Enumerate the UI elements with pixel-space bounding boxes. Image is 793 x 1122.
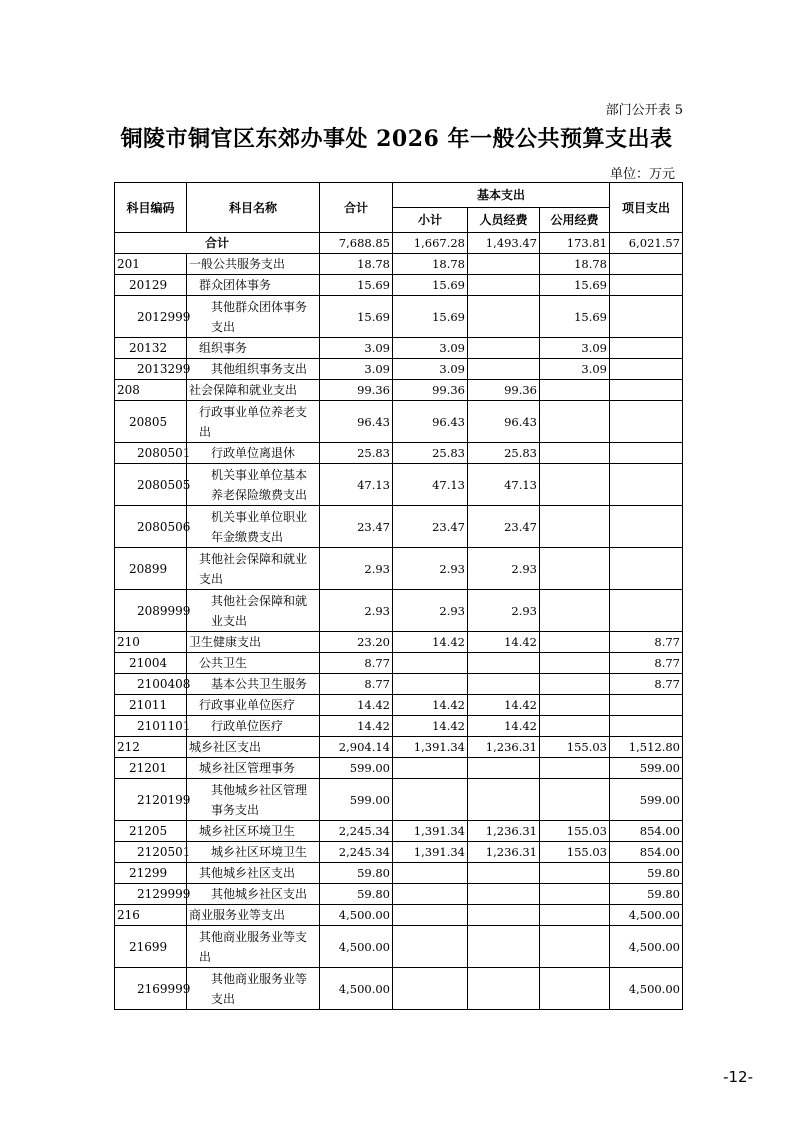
code-cell: 21201 [115,758,187,779]
table-row [115,905,683,926]
header-personnel: 人员经费 [468,208,540,233]
personnel-cell [468,338,540,359]
table-row [115,716,683,737]
subtotal-cell: 96.43 [393,401,468,443]
table-row [115,254,683,275]
table-row [115,674,683,695]
code-cell: 2080505 [115,464,187,506]
table-row [115,737,683,758]
personnel-cell [468,779,540,821]
name-cell: 其他社会保障和就业支出 [187,548,320,590]
public-cell [540,506,610,548]
total-cell: 23.20 [320,632,393,653]
subtotal-cell [393,905,468,926]
total-label-cell: 合计 [115,233,320,254]
subtotal-cell: 1,391.34 [393,737,468,758]
subtotal-cell: 15.69 [393,275,468,296]
project-cell [610,296,683,338]
project-cell: 8.77 [610,632,683,653]
table-row [115,338,683,359]
public-cell [540,716,610,737]
public-cell: 155.03 [540,821,610,842]
project-cell: 8.77 [610,653,683,674]
project-cell [610,716,683,737]
public-cell [540,674,610,695]
subtotal-cell: 1,391.34 [393,821,468,842]
table-row [115,443,683,464]
subtotal-cell [393,758,468,779]
name-cell: 卫生健康支出 [187,632,320,653]
subtotal-cell: 14.42 [393,716,468,737]
table-row [115,653,683,674]
subtotal-cell [393,779,468,821]
total-cell: 59.80 [320,863,393,884]
name-cell: 其他城乡社区支出 [187,884,320,905]
code-cell: 2089999 [115,590,187,632]
code-cell: 208 [115,380,187,401]
public-cell [540,863,610,884]
total-cell: 4,500.00 [320,926,393,968]
code-cell: 2120501 [115,842,187,863]
code-cell: 2129999 [115,884,187,905]
table-row [115,695,683,716]
total-cell: 23.47 [320,506,393,548]
total-cell: 99.36 [320,380,393,401]
code-cell: 2013299 [115,359,187,380]
name-cell: 其他群众团体事务支出 [187,296,320,338]
subtotal-cell: 3.09 [393,359,468,380]
name-cell: 社会保障和就业支出 [187,380,320,401]
personnel-cell: 2.93 [468,548,540,590]
table-row [115,842,683,863]
personnel-cell [468,359,540,380]
code-cell: 201 [115,254,187,275]
personnel-cell [468,296,540,338]
total-cell: 4,500.00 [320,968,393,1010]
code-cell: 2080501 [115,443,187,464]
personnel-cell: 99.36 [468,380,540,401]
personnel-cell [468,884,540,905]
total-cell: 3.09 [320,359,393,380]
header-subtotal: 小计 [393,208,468,233]
unit-label: 单位：万元 [609,167,675,182]
public-cell: 173.81 [540,233,610,254]
project-cell [610,695,683,716]
total-cell: 15.69 [320,275,393,296]
total-cell: 7,688.85 [320,233,393,254]
name-cell: 其他城乡社区管理事务支出 [187,779,320,821]
total-cell: 2,904.14 [320,737,393,758]
total-cell: 8.77 [320,674,393,695]
name-cell: 机关事业单位职业年金缴费支出 [187,506,320,548]
code-cell: 2100408 [115,674,187,695]
page-title: 铜陵市铜官区东郊办事处 2026 年一般公共预算支出表 [120,126,673,152]
table-row [115,863,683,884]
name-cell: 城乡社区支出 [187,737,320,758]
project-cell: 599.00 [610,758,683,779]
total-cell: 599.00 [320,779,393,821]
name-cell: 行政单位离退休 [187,443,320,464]
project-cell: 599.00 [610,779,683,821]
public-cell [540,968,610,1010]
header-code: 科目编码 [115,183,187,233]
subtotal-cell: 1,667.28 [393,233,468,254]
total-cell: 3.09 [320,338,393,359]
project-cell [610,506,683,548]
subtotal-cell: 25.83 [393,443,468,464]
public-cell: 15.69 [540,296,610,338]
name-cell: 城乡社区环境卫生 [187,842,320,863]
code-cell: 20129 [115,275,187,296]
table-header [115,183,683,233]
name-cell: 其他组织事务支出 [187,359,320,380]
table-row [115,779,683,821]
project-cell [610,401,683,443]
project-cell [610,338,683,359]
personnel-cell [468,968,540,1010]
code-cell: 2080506 [115,506,187,548]
subtotal-cell: 18.78 [393,254,468,275]
name-cell: 基本公共卫生服务 [187,674,320,695]
project-cell: 854.00 [610,842,683,863]
project-cell [610,464,683,506]
table-row [115,380,683,401]
name-cell: 行政事业单位养老支出 [187,401,320,443]
code-cell: 21699 [115,926,187,968]
public-cell: 155.03 [540,842,610,863]
name-cell: 一般公共服务支出 [187,254,320,275]
subtotal-cell: 14.42 [393,632,468,653]
header-public: 公用经费 [540,208,610,233]
project-cell [610,359,683,380]
total-cell: 25.83 [320,443,393,464]
public-cell: 18.78 [540,254,610,275]
project-cell [610,443,683,464]
name-cell: 其他商业服务业等支出 [187,926,320,968]
total-cell: 18.78 [320,254,393,275]
header-name: 科目名称 [187,183,320,233]
table-row [115,968,683,1010]
total-cell: 2,245.34 [320,842,393,863]
personnel-cell [468,758,540,779]
total-cell: 96.43 [320,401,393,443]
project-cell: 59.80 [610,863,683,884]
code-cell: 21299 [115,863,187,884]
name-cell: 行政单位医疗 [187,716,320,737]
total-cell: 14.42 [320,695,393,716]
name-cell: 公共卫生 [187,653,320,674]
code-cell: 216 [115,905,187,926]
personnel-cell: 14.42 [468,716,540,737]
table-row [115,233,683,254]
code-cell: 210 [115,632,187,653]
subtotal-cell [393,926,468,968]
subtotal-cell [393,653,468,674]
public-cell [540,443,610,464]
table-row [115,590,683,632]
total-cell: 47.13 [320,464,393,506]
public-cell [540,401,610,443]
code-cell: 20899 [115,548,187,590]
subtotal-cell: 23.47 [393,506,468,548]
page-number: -12- [723,1068,753,1086]
subtotal-cell: 2.93 [393,548,468,590]
project-cell [610,590,683,632]
table-row [115,758,683,779]
name-cell: 机关事业单位基本养老保险缴费支出 [187,464,320,506]
total-cell: 8.77 [320,653,393,674]
total-cell: 59.80 [320,884,393,905]
public-cell [540,548,610,590]
public-cell [540,653,610,674]
subtotal-cell [393,884,468,905]
project-cell: 59.80 [610,884,683,905]
subtotal-cell [393,968,468,1010]
personnel-cell: 1,236.31 [468,821,540,842]
personnel-cell: 2.93 [468,590,540,632]
public-cell: 3.09 [540,359,610,380]
personnel-cell: 25.83 [468,443,540,464]
name-cell: 组织事务 [187,338,320,359]
project-cell [610,380,683,401]
table-row [115,359,683,380]
personnel-cell [468,674,540,695]
table-row [115,296,683,338]
table-body [115,233,683,1010]
personnel-cell [468,653,540,674]
total-cell: 15.69 [320,296,393,338]
public-cell [540,905,610,926]
project-cell: 1,512.80 [610,737,683,758]
personnel-cell: 96.43 [468,401,540,443]
code-cell: 21004 [115,653,187,674]
personnel-cell: 1,236.31 [468,842,540,863]
public-cell [540,926,610,968]
public-cell [540,884,610,905]
subtotal-cell [393,863,468,884]
public-cell [540,695,610,716]
subtotal-cell: 2.93 [393,590,468,632]
project-cell: 4,500.00 [610,926,683,968]
table-number-tag: 部门公开表 5 [605,103,683,118]
name-cell: 城乡社区环境卫生 [187,821,320,842]
table-row [115,926,683,968]
project-cell [610,254,683,275]
budget-table [114,182,683,1010]
subtotal-cell: 1,391.34 [393,842,468,863]
public-cell [540,779,610,821]
public-cell: 155.03 [540,737,610,758]
project-cell [610,275,683,296]
personnel-cell: 14.42 [468,632,540,653]
table-row [115,506,683,548]
table-row [115,632,683,653]
header-basic: 基本支出 [393,183,610,208]
subtotal-cell: 47.13 [393,464,468,506]
code-cell: 212 [115,737,187,758]
name-cell: 行政事业单位医疗 [187,695,320,716]
table-row [115,275,683,296]
header-project: 项目支出 [610,183,683,233]
public-cell [540,380,610,401]
public-cell: 3.09 [540,338,610,359]
personnel-cell [468,863,540,884]
subtotal-cell: 3.09 [393,338,468,359]
public-cell: 15.69 [540,275,610,296]
code-cell: 2169999 [115,968,187,1010]
project-cell: 8.77 [610,674,683,695]
personnel-cell: 47.13 [468,464,540,506]
project-cell: 4,500.00 [610,968,683,1010]
header-total: 合计 [320,183,393,233]
project-cell: 6,021.57 [610,233,683,254]
personnel-cell [468,905,540,926]
table-row [115,548,683,590]
public-cell [540,758,610,779]
personnel-cell: 23.47 [468,506,540,548]
total-cell: 2,245.34 [320,821,393,842]
personnel-cell [468,254,540,275]
table-row [115,821,683,842]
total-cell: 599.00 [320,758,393,779]
personnel-cell: 1,493.47 [468,233,540,254]
total-cell: 2.93 [320,548,393,590]
subtotal-cell: 99.36 [393,380,468,401]
public-cell [540,590,610,632]
code-cell: 2101101 [115,716,187,737]
code-cell: 21205 [115,821,187,842]
name-cell: 城乡社区管理事务 [187,758,320,779]
personnel-cell: 14.42 [468,695,540,716]
table-row [115,464,683,506]
total-cell: 14.42 [320,716,393,737]
code-cell: 20132 [115,338,187,359]
project-cell [610,548,683,590]
table-row [115,401,683,443]
name-cell: 其他社会保障和就业支出 [187,590,320,632]
project-cell: 854.00 [610,821,683,842]
table-row [115,884,683,905]
personnel-cell: 1,236.31 [468,737,540,758]
subtotal-cell: 15.69 [393,296,468,338]
subtotal-cell: 14.42 [393,695,468,716]
code-cell: 2120199 [115,779,187,821]
name-cell: 商业服务业等支出 [187,905,320,926]
personnel-cell [468,926,540,968]
code-cell: 20805 [115,401,187,443]
code-cell: 21011 [115,695,187,716]
public-cell [540,464,610,506]
subtotal-cell [393,674,468,695]
name-cell: 群众团体事务 [187,275,320,296]
total-cell: 4,500.00 [320,905,393,926]
public-cell [540,632,610,653]
code-cell: 2012999 [115,296,187,338]
name-cell: 其他商业服务业等支出 [187,968,320,1010]
total-cell: 2.93 [320,590,393,632]
name-cell: 其他城乡社区支出 [187,863,320,884]
personnel-cell [468,275,540,296]
project-cell: 4,500.00 [610,905,683,926]
